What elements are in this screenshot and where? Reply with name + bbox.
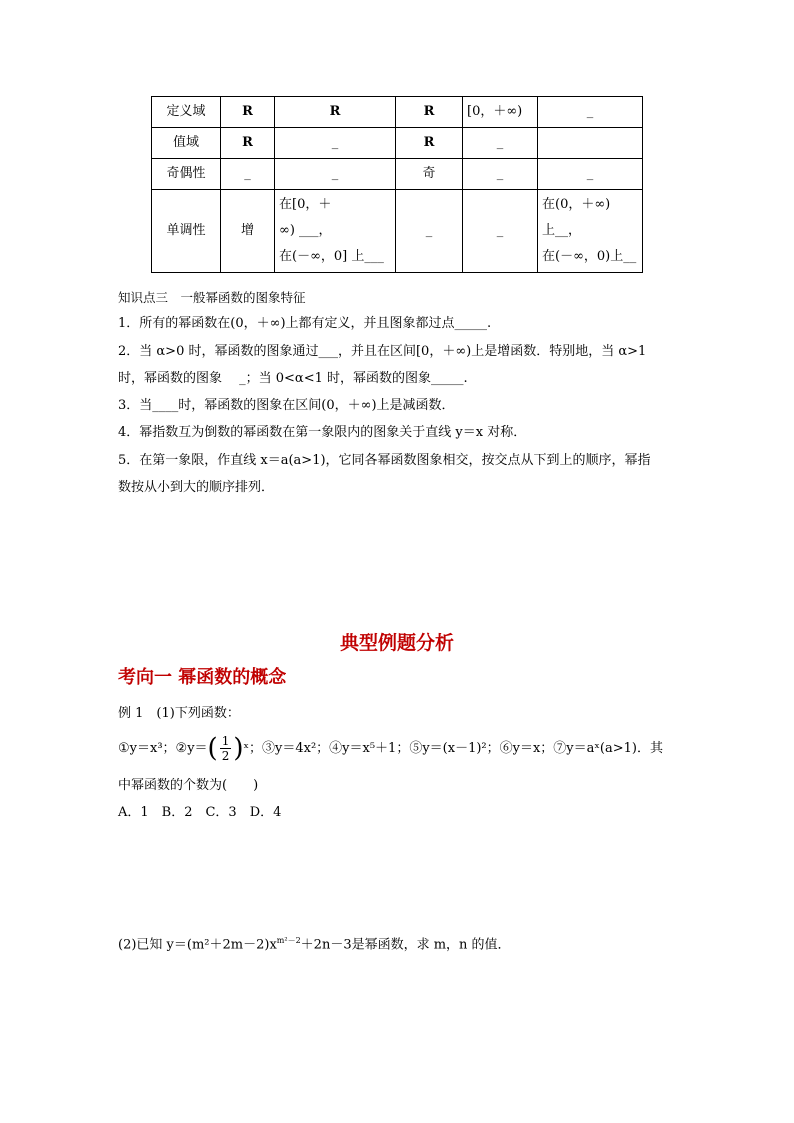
power-function-properties-table	[151, 96, 643, 273]
table-cell: _	[463, 128, 538, 159]
cell-line: 在(0，＋∞)	[542, 197, 611, 212]
table-cell	[538, 128, 643, 159]
fraction-denominator: 2	[221, 749, 230, 763]
table-cell: _	[538, 97, 643, 128]
answer-options: A．1 B．2 C．3 D．4	[118, 805, 282, 820]
table-cell: _	[221, 159, 275, 190]
example2-question	[118, 933, 511, 953]
table-cell: _	[275, 128, 396, 159]
exponent: m²－2	[276, 936, 301, 945]
table-cell: R	[221, 97, 275, 128]
example-question: 中幂函数的个数为( )	[118, 778, 259, 793]
table-cell: R	[396, 128, 463, 159]
table-cell	[275, 190, 396, 273]
paragraph: 5．在第一象限，作直线 x＝a(a>1)，它同各幂函数图象相交，按交点从下到上的顺序，幂指	[118, 453, 651, 468]
paragraph: 1．所有的幂函数在(0，＋∞)上都有定义，并且图象都过点_____.	[118, 316, 492, 331]
row-label: 定义域	[152, 97, 221, 128]
paragraph: 时，幂函数的图象 _；当 0<α<1 时，幂函数的图象_____.	[118, 371, 468, 386]
example-intro: 例 1 (1)下列函数：	[118, 706, 240, 721]
table-cell: _	[275, 159, 396, 190]
topic-heading: 考向一 幂函数的概念	[118, 667, 287, 688]
section-heading: 典型例题分析	[339, 632, 454, 654]
table-cell: R	[221, 128, 275, 159]
row-label: 值域	[152, 128, 221, 159]
paragraph: 2．当 α>0 时，幂函数的图象通过___，并且在区间[0，＋∞)上是增函数．特别地，当 α>1	[118, 344, 647, 359]
left-paren: (	[207, 733, 218, 764]
table-cell: [0，＋∞)	[463, 97, 538, 128]
right-paren: )	[233, 733, 244, 764]
cell-line: 上__，	[542, 223, 582, 238]
table-cell: _	[538, 159, 643, 190]
table-cell	[538, 190, 643, 273]
q-text: ＋2n－3是幂函数，求 m，n 的值．	[300, 937, 511, 953]
table-row	[152, 128, 643, 159]
table-cell: _	[463, 190, 538, 273]
table-row	[152, 159, 643, 190]
row-label: 单调性	[152, 190, 221, 273]
cell-line: 在(－∞，0] 上___	[279, 249, 384, 264]
table-cell: 增	[221, 190, 275, 273]
table-cell: 奇	[396, 159, 463, 190]
cell-line: ∞) ___，	[279, 223, 332, 238]
table-cell: _	[463, 159, 538, 190]
fraction-numerator: 1	[221, 734, 230, 748]
paragraph: 数按从小到大的顺序排列．	[118, 480, 275, 495]
paragraph: 4．幂指数互为倒数的幂函数在第一象限内的图象关于直线 y＝x 对称．	[118, 425, 527, 440]
cell-line: 在(－∞，0)上__	[542, 249, 637, 264]
paragraph: 3．当____时，幂函数的图象在区间(0，＋∞)上是减函数．	[118, 398, 455, 413]
fraction	[220, 734, 232, 763]
table-cell: R	[275, 97, 396, 128]
example-items	[118, 734, 663, 764]
row-label: 奇偶性	[152, 159, 221, 190]
table-cell: R	[396, 97, 463, 128]
q-text: (2)已知 y＝(m²＋2m－2)x	[118, 937, 277, 953]
section-title: 知识点三 一般幂函数的图象特征	[118, 290, 306, 305]
table-row	[152, 97, 643, 128]
table-row	[152, 190, 643, 273]
items-text: ①y＝x³；②y＝	[118, 741, 208, 756]
cell-line: 在[0，＋	[279, 197, 332, 212]
items-text: ˣ；③y＝4x²；④y＝x⁵＋1；⑤y＝(x－1)²；⑥y＝x；⑦y＝aˣ(a>1)．其	[243, 741, 663, 756]
table-cell: _	[396, 190, 463, 273]
